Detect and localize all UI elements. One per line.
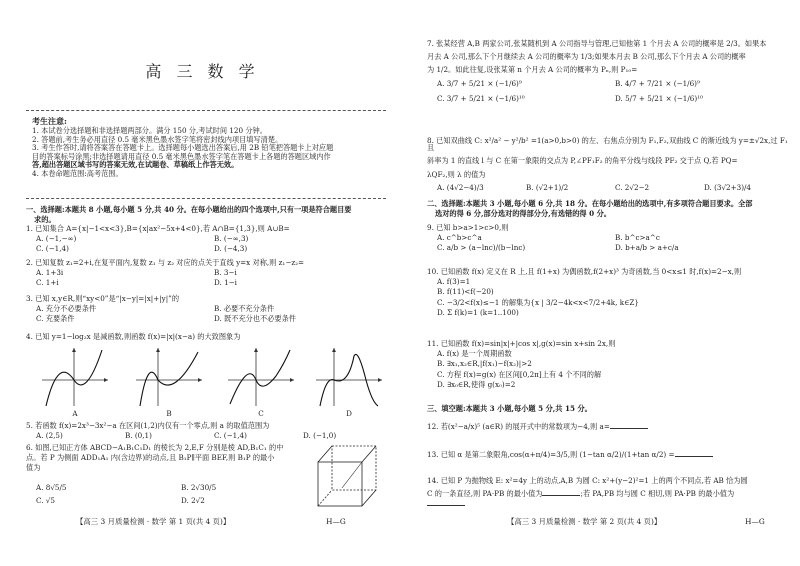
- option-b: B. 4/7 + 7/21 × (−1/6)⁹: [615, 78, 700, 88]
- option-c: C. 3/7 + 5/21 × (−1/6)¹⁰: [437, 93, 525, 103]
- section-one-heading: [26, 206, 392, 223]
- question-2: [26, 259, 392, 290]
- page-code-right: H—G: [745, 517, 765, 526]
- graph-label: C: [258, 409, 264, 418]
- option-a: A. 8√5/5: [36, 482, 67, 492]
- answer-blank[interactable]: [542, 495, 580, 496]
- option-c: C. 方程 f(x)=g(x) 在区间[0,2π]上有 4 个不同的解: [437, 369, 602, 379]
- option-a: A. 充分不必要条件: [36, 304, 97, 314]
- option-d: D. ∃x₀∈R,使得 g(x₀)=2: [437, 379, 516, 389]
- question-stem-cont: 斜率为 1 的直线 l 与 C 在第一象限的交点为 P,∠PF₁F₂ 的角平分线与线段 PF₂ 交于点 Q,若 PQ=: [427, 156, 738, 166]
- answer-blank[interactable]: [610, 428, 648, 429]
- question-stem: 11. 已知函数 f(x)=sin|x|+|cos x|,g(x)=sin x+sin 2x,则: [427, 339, 616, 348]
- section-two-text-cont: 选对的得 6 分,部分选对的得部分分,有选错的得 0 分。: [435, 209, 611, 219]
- section-one-text-cont: 求的。: [34, 215, 56, 225]
- option-a: A. 3/7 + 5/21 × (−1/6)⁹: [437, 78, 522, 88]
- section-three-heading: 三、填空题:本题共 3 小题,每小题 5 分,共 15 分。: [427, 404, 592, 413]
- option-b: B. 3−i: [214, 268, 237, 278]
- graph-label: D: [346, 409, 352, 418]
- option-a: A. 1+3i: [36, 268, 64, 278]
- cube-figure: [312, 440, 382, 512]
- question-stem-cont: 值为: [26, 463, 41, 473]
- note-item: 目的答案标号涂黑;非选择题请用直径 0.5 毫米黑色墨水签字笔在答题卡上各题的答题区域内作: [32, 151, 331, 161]
- answer-blank[interactable]: [675, 456, 713, 457]
- question-9: [427, 224, 790, 255]
- option-d: D. (−4,3): [214, 244, 248, 254]
- question-stem: 2. 已知复数 z₁=2+i,在复平面内,复数 z₁ 与 z₂ 对应的点关于直线 y=x 对称,则 z₁−z₂=: [26, 258, 305, 267]
- option-d: D. 既不充分也不必要条件: [214, 314, 296, 324]
- option-d: D. (3√2+3)/4: [704, 182, 751, 192]
- option-c: C. a/b > (a−lnc)/(b−lnc): [437, 243, 526, 253]
- page-title: 高 三 数 学: [145, 62, 260, 81]
- exam-notes: [26, 117, 386, 179]
- option-a: A. (4√2−4)/3: [437, 182, 484, 192]
- section-two-heading: [427, 200, 790, 217]
- graph-option-a: [40, 346, 110, 417]
- option-d: D. 1−i: [214, 278, 237, 288]
- option-c: C. −3/2<f(x)≤−1 的解集为{x | 3/2−4k<x<7/2+4k, k∈Z}: [437, 297, 639, 307]
- question-11: [427, 340, 790, 391]
- question-14: [427, 477, 790, 511]
- graph-option-b: [134, 346, 204, 417]
- notes-heading: 考生注意:: [32, 116, 67, 126]
- option-b: B. 2√30/5: [181, 482, 217, 492]
- option-d: D. (−1,0): [303, 431, 337, 441]
- left-page: [10, 0, 395, 566]
- page-code-left: H—G: [326, 517, 346, 526]
- option-b: B. 必要不充分条件: [214, 304, 275, 314]
- question-7: [427, 40, 790, 105]
- question-stem: 5. 若函数 f(x)=2x³−3x²−a 在区间(1,2)内仅有一个零点,则 a 的取值范围为: [26, 421, 270, 430]
- section-one-text: 一、选择题:本题共 8 小题,每小题 5 分,共 40 分。在每小题给出的四个选项中,只有一项是符合题目要: [26, 205, 352, 214]
- question-4: [26, 333, 392, 343]
- option-b: B. (0,1): [125, 431, 152, 441]
- question-stem-cont: C 的一条直径,则 PA·PB 的最小值为: [427, 489, 543, 499]
- option-c: C. 2√2−2: [615, 182, 650, 192]
- graph-option-d: [314, 346, 384, 417]
- question-3: [26, 295, 392, 326]
- option-a: A. (2,5): [36, 431, 63, 441]
- question-stem: 4. 已知 y=1−log₂x 是减函数,则函数 f(x)=|x|(x−a) 的大致图象为: [26, 332, 241, 341]
- question-stem: 7. 张某经营 A,B 两家公司,张某随机到 A 公司指导与管理,已知他第 1 个月去 A 公司的概率是 2/3。如果本: [427, 39, 767, 48]
- question-stem-cont: ;若 PA,PB 均与圆 C 相切,则 PA·PB 的最小值为: [580, 489, 735, 499]
- option-b: B. ∃x₁,x₂∈R,|f(x₁)−f(x₂)|>2: [437, 359, 532, 369]
- note-item: 4. 本卷命题范围:高考范围。: [32, 168, 123, 178]
- notes-top-divider: [26, 110, 386, 111]
- answer-blank[interactable]: [427, 505, 465, 506]
- note-item: 2. 答题前,考生务必用直径 0.5 毫米黑色墨水签字笔将密封线内项目填写清楚。: [32, 134, 283, 144]
- graph-label: A: [72, 409, 78, 418]
- option-a: A. f(x) 是一个周期函数: [437, 349, 512, 359]
- question-stem: 6. 如图,已知正方体 ABCD−A₁B₁C₁D₁ 的棱长为 2,E,F 分别是棱 AD,B₁C₁ 的中: [26, 443, 284, 452]
- question-stem: 8. 已知双曲线 C: x²/a² − y²/b² =1(a>0,b>0) 的左、右焦点分别为 F₁,F₂,双曲线 C 的渐近线为 y=±√2x,过 F₁ 且: [427, 136, 788, 153]
- graph-label: B: [166, 409, 172, 418]
- option-b: B. (√2+1)/2: [526, 182, 569, 192]
- section-two-text: 二、选择题:本题共 3 小题,每小题 6 分,共 18 分。在每小题给出的选项中,有多项符合题目要求。全部: [427, 199, 753, 208]
- question-10: [427, 268, 790, 319]
- option-b: B. f(11)<f(−20): [437, 287, 494, 297]
- option-d: D. 5/7 + 5/21 × (−1/6)¹⁰: [615, 93, 703, 103]
- option-d: D. b+a/b > a+c/a: [615, 243, 679, 253]
- page-footer-right: 【高三 3 月质量检测 · 数学 第 2 页(共 4 页)】: [507, 517, 662, 526]
- option-c: C. (−1,4): [214, 431, 247, 441]
- question-stem: 14. 已知 P 为抛物线 E: x²=4y 上的动点,A,B 为圆 C: x²+(y−2)²=1 上的两个不同点,若 AB 恰为圆: [427, 476, 748, 485]
- notes-bottom-divider: [26, 198, 386, 199]
- question-stem: 12. 若(x²−a/x)⁵ (a∈R) 的展开式中的常数项为−4,则 a=: [427, 422, 610, 431]
- note-item: 1. 本试卷分选择题和非选择题两部分。满分 150 分,考试时间 120 分钟。: [32, 126, 267, 135]
- question-stem: 10. 已知函数 f(x) 定义在 R 上,且 f(1+x) 为偶函数,f(2+x)³ 为奇函数,当 0<x≤1 时,f(x)=2−x,则: [427, 267, 742, 276]
- option-a: A. (−1,−∞): [36, 234, 77, 244]
- option-a: A. c^b>c^a: [437, 233, 482, 243]
- question-stem: 1. 已知集合 A={x|−1<x<3},B={x|ax²−5x+4<0},若 A∩B={1,3},则 A∪B=: [26, 224, 290, 233]
- question-stem-cont: 点。若 P 为侧面 ADD₁A₁ 内(含边界)的动点,且 B₁P∥平面 BEF,则 B₁P 的最小: [26, 453, 275, 463]
- question-stem-cont: 为 1/2。如此往复,设张某第 n 个月去 A 公司的概率为 Pₙ,则 P₁₀=: [427, 65, 638, 75]
- option-c: C. 1+i: [36, 278, 59, 288]
- question-stem: 3. 已知 x,y∈R,则“xy<0”是“|x−y|=|x|+|y|”的: [26, 294, 180, 303]
- page-footer-left: 【高三 3 月质量检测 · 数学 第 1 页(共 4 页)】: [76, 517, 231, 526]
- option-b: B. b^c>a^c: [615, 233, 660, 243]
- question-1: [26, 225, 392, 256]
- option-c: C. 充要条件: [36, 314, 75, 324]
- question-12: [427, 423, 790, 430]
- question-stem-cont: λQF₂,则 λ 的值为: [427, 169, 486, 179]
- note-item: 3. 考生作答时,请将答案答在答题卡上。选择题每小题选出答案后,用 2B 铅笔把答题卡上对应题: [32, 143, 334, 153]
- option-a: A. f(3)=1: [437, 277, 471, 287]
- question-stem-cont: 月去 A 公司,那么下个月继续去 A 公司的概率为 1/3;如果本月去 B 公司,那么下个月去 A 公司的概率: [427, 52, 746, 62]
- question-8: [427, 137, 790, 194]
- question-stem: 9. 已知 b>a>1>c>0,则: [427, 223, 509, 232]
- right-page: [405, 0, 790, 566]
- graph-option-c: [226, 346, 296, 417]
- option-b: B. (−∞,3): [214, 234, 249, 244]
- option-d: D. 2√2: [181, 495, 205, 505]
- option-c: C. (−1,4): [36, 244, 69, 254]
- question-13: [427, 451, 790, 458]
- question-stem: 13. 已知 α 是第二象限角,cos(α+π/4)=3/5,则 (1−tan α/2)/(1+tan α/2) =: [427, 450, 675, 459]
- option-d: D. Σ f(k)=1 (k=1..100): [437, 307, 519, 317]
- question-6: [26, 444, 326, 507]
- option-c: C. √5: [36, 495, 55, 505]
- note-item: 答,超出答题区域书写的答案无效,在试题卷、草稿纸上作答无效。: [32, 160, 239, 170]
